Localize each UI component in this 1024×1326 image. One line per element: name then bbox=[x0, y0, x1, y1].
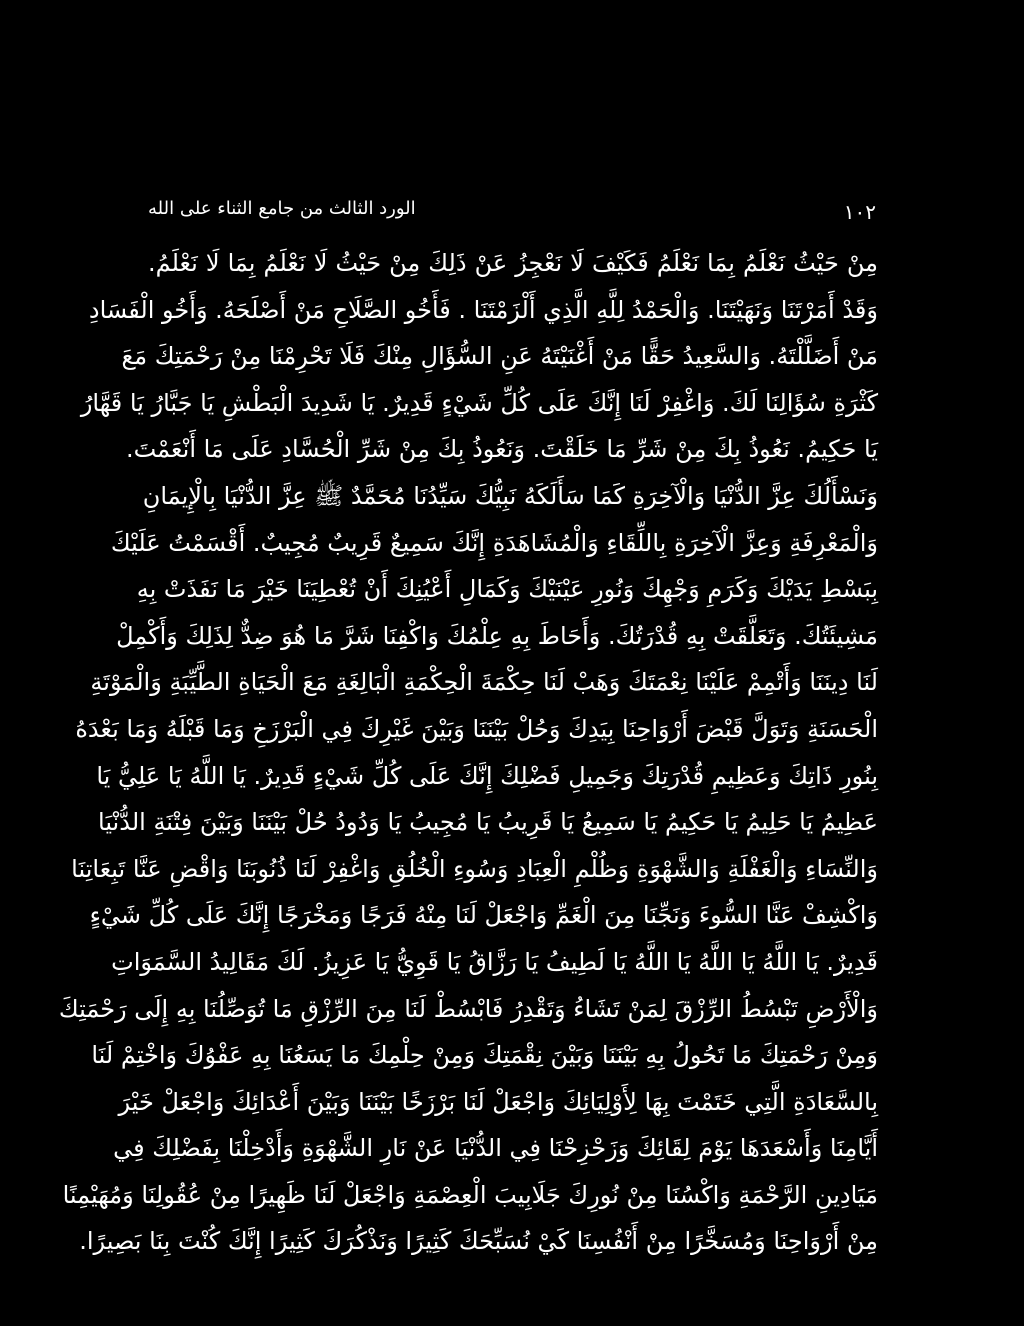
text-line: وَمِنْ رَحْمَتِكَ مَا تَحُولُ بِهِ بَيْنَنَا وَبَيْنَ نِقْمَتِكَ وَمِنْ حِلْمِكَ مَا يَسَعُنَا بِهِ عَفْوُكَ وَاخْتِمْ لَنَا bbox=[91, 1041, 878, 1070]
text-line: وَالْمَعْرِفَةِ وَعِزَّ الْآخِرَةِ بِاللِّقَاءِ وَالْمُشَاهَدَةِ إِنَّكَ سَمِيعٌ قَرِيبٌ مُجِيبٌ. أَقْسَمْتُ عَلَيْكَ bbox=[110, 528, 878, 557]
text-line: وَقَدْ أَمَرْتَنَا وَنَهَيْتَنَا. وَالْحَمْدُ لِلَّهِ الَّذِي أَلْزَمْتَنَا . فَأَخُو الصَّلَاحِ مَنْ أَصْلَحَهُ. وَأَخُو الْفَسَادِ bbox=[88, 295, 878, 324]
text-line: مِنْ أَرْوَاحِنَا وَمُسَخَّرًا مِنْ أَنْفُسِنَا كَيْ نُسَبِّحَكَ كَثِيرًا وَنَذْكُرَكَ كَثِيرًا إِنَّكَ كُنْتَ بِنَا بَصِيرًا. bbox=[79, 1227, 878, 1256]
text-line: مَيَادِينِ الرَّحْمَةِ وَاكْسُنَا مِنْ نُورِكَ جَلَابِيبَ الْعِصْمَةِ وَاجْعَلْ لَنَا ظَهِيرًا مِنْ عُقُولِنَا وَمُهَيْمِنًا bbox=[62, 1180, 878, 1209]
text-line: مَنْ أَضَلَّلْتَهُ. وَالسَّعِيدُ حَقًّا مَنْ أَغْنَيْتَهُ عَنِ السُّؤَالِ مِنْكَ فَلَا تَحْرِمْنَا مِنْ رَحْمَتِكَ مَعَ bbox=[121, 342, 878, 371]
text-line: وَالْأَرْضِ تَبْسُطُ الرِّزْقَ لِمَنْ تَشَاءُ وَتَقْدِرُ فَابْسُطْ لَنَا مِنَ الرِّزْقِ مَا تُوَصِّلُنَا بِهِ إِلَى رَحْمَتِكَ bbox=[58, 994, 878, 1023]
text-line: وَنَسْأَلُكَ عِزَّ الدُّنْيَا وَالْآخِرَةِ كَمَا سَأَلَكَهُ نَبِيُّكَ سَيِّدُنَا مُحَمَّدٌ ﷺ عِزَّ الدُّنْيَا بِالْإِيمَانِ bbox=[142, 481, 878, 510]
text-line: يَا حَكِيمُ. نَعُوذُ بِكَ مِنْ شَرِّ مَا خَلَقْتَ. وَنَعُوذُ بِكَ مِنْ شَرِّ الْحُسَّادِ عَلَى مَا أَنْعَمْتَ. bbox=[125, 435, 878, 464]
text-line: لَنَا دِينَنَا وَأَتْمِمْ عَلَيْنَا نِعْمَتَكَ وَهَبْ لَنَا حِكْمَةَ الْحِكْمَةِ الْبَالِغَةِ مَعَ الْحَيَاةِ الطَّيِّبَةِ وَالْمَوْتَةِ bbox=[90, 668, 878, 697]
text-line: بِبَسْطِ يَدَيْكَ وَكَرَمِ وَجْهِكَ وَنُورِ عَيْنَيْكَ وَكَمَالِ أَعْيُنِكَ أَنْ تُعْطِيَنَا خَيْرَ مَا نَفَذَتْ بِهِ bbox=[136, 575, 878, 604]
text-line: الْحَسَنَةِ وَتَوَلَّ قَبْضَ أَرْوَاحِنَا بِيَدِكَ وَحُلْ بَيْنَنَا وَبَيْنَ غَيْرِكَ فِي الْبَرْزَخِ وَمَا قَبْلَهُ وَمَا بَعْدَهُ bbox=[75, 714, 878, 743]
body-text bbox=[58, 240, 878, 1265]
text-line: وَالنِّسَاءِ وَالْغَفْلَةِ وَالشَّهْوَةِ وَظُلْمِ الْعِبَادِ وَسُوءِ الْخُلُقِ وَاغْفِرْ لَنَا ذُنُوبَنَا وَاقْضِ عَنَّا تَبِعَاتِنَا bbox=[71, 854, 878, 883]
text-line: بِالسَّعَادَةِ الَّتِي خَتَمْتَ بِهَا لِأَوْلِيَائِكَ وَاجْعَلْ لَنَا بَرْزَخًا بَيْنَنَا وَبَيْنَ أَعْدَائِكَ وَاجْعَلْ خَيْرَ bbox=[118, 1087, 878, 1116]
text-line: مَشِيئَتُكَ. وَتَعَلَّقَتْ بِهِ قُدْرَتُكَ. وَأَحَاطَ بِهِ عِلْمُكَ وَاكْفِنَا شَرَّ مَا هُوَ ضِدٌّ لِذَلِكَ وَأَكْمِلْ bbox=[116, 621, 878, 650]
running-header bbox=[148, 196, 876, 230]
text-line: وَاكْشِفْ عَنَّا السُّوءَ وَنَجِّنَا مِنَ الْغَمِّ وَاجْعَلْ لَنَا مِنْهُ فَرَجًا وَمَخْرَجًا إِنَّكَ عَلَى كُلِّ شَيْءٍ bbox=[89, 901, 878, 930]
text-line: كَثْرَةِ سُؤَالِنَا لَكَ. وَاغْفِرْ لَنَا إِنَّكَ عَلَى كُلِّ شَيْءٍ قَدِيرٌ. يَا شَدِيدَ الْبَطْشِ يَا جَبَّارُ يَا قَهَّارُ bbox=[80, 388, 878, 417]
text-line: أَيَّامِنَا وَأَسْعَدَهَا يَوْمَ لِقَائِكَ وَزَحْزِحْنَا فِي الدُّنْيَا عَنْ نَارِ الشَّهْوَةِ وَأَدْخِلْنَا بِفَضْلِكَ فِي bbox=[113, 1134, 878, 1163]
text-line: مِنْ حَيْثُ نَعْلَمُ بِمَا نَعْلَمُ فَكَيْفَ لَا نَعْجِزُ عَنْ ذَلِكَ مِنْ حَيْثُ لَا نَعْلَمُ بِمَا لَا نَعْلَمُ. bbox=[148, 249, 878, 277]
text-line: بِنُورِ ذَاتِكَ وَعَظِيمِ قُدْرَتِكَ وَجَمِيلِ فَضْلِكَ إِنَّكَ عَلَى كُلِّ شَيْءٍ قَدِيرٌ. يَا اللَّهُ يَا عَلِيُّ يَا bbox=[96, 761, 878, 790]
text-line: قَدِيرٌ. يَا اللَّهُ يَا اللَّهُ يَا اللَّهُ يَا لَطِيفُ يَا رَزَّاقُ يَا قَوِيُّ يَا عَزِيزُ. لَكَ مَقَالِيدُ السَّمَوَاتِ bbox=[111, 947, 878, 976]
text-line: عَظِيمُ يَا حَلِيمُ يَا حَكِيمُ يَا سَمِيعُ يَا قَرِيبُ يَا مُجِيبُ يَا وَدُودُ حُلْ بَيْنَنَا وَبَيْنَ فِتْنَةِ الدُّنْيَا bbox=[98, 808, 878, 837]
page-number: ١٠٢ bbox=[843, 200, 876, 224]
running-title: الورد الثالث من جامع الثناء على الله bbox=[148, 198, 416, 219]
